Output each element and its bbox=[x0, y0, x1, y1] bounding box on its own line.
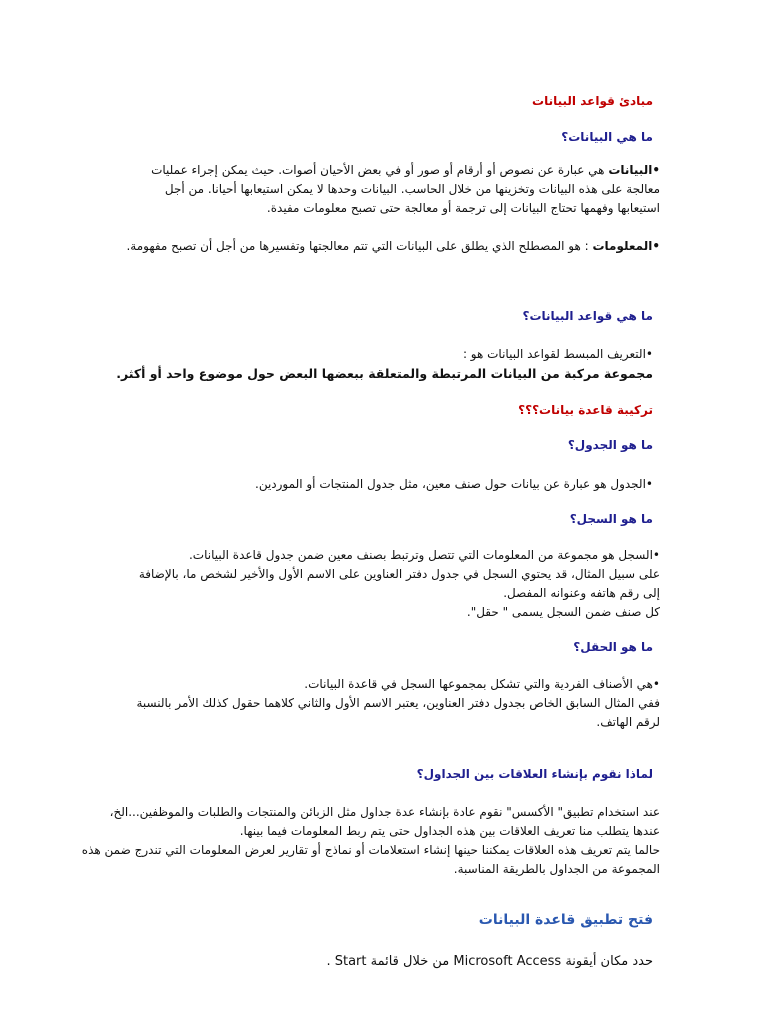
term-information: •المعلومات bbox=[592, 239, 660, 253]
record-definition bbox=[120, 546, 660, 622]
heading-what-is-data: ما هي البيانات؟ bbox=[561, 130, 653, 144]
paragraph-data-definition bbox=[120, 161, 660, 218]
record-line-2: على سبيل المثال، قد يحتوي السجل في جدول دفتر العناوين على الاسم الأول والأخير لشخص ما، بالإضافة إلى رقم هاتفه وعنوانه المفصل. bbox=[138, 567, 660, 600]
open-app-instruction: حدد مكان أيقونة Microsoft Access من خلال قائمة Start . bbox=[326, 954, 653, 969]
record-line-3: كل صنف ضمن السجل يسمى " حقل". bbox=[466, 605, 660, 619]
document-title: مبادئ قواعد البيانات bbox=[532, 94, 653, 108]
field-line-2: ففي المثال السابق الخاص بجدول دفتر العناوين، يعتبر الاسم الأول والثاني كلاهما حقول كذلك الأمر بالنسبة لرقم الهاتف. bbox=[136, 696, 660, 729]
relations-line-3: حالما يتم تعريف هذه العلاقات يمكننا حينها إنشاء استعلامات أو نماذج أو تقارير لعرض المعلومات التي تندرج ضمن هذه المجموعة من الجداول بالطريقة المناسبة. bbox=[81, 843, 660, 876]
term-data: •البيانات bbox=[608, 163, 660, 177]
paragraph-info-definition bbox=[120, 237, 660, 256]
heading-why-relations: لماذا نقوم بإنشاء العلاقات بين الجداول؟ bbox=[416, 767, 653, 781]
table-definition: •الجدول هو عبارة عن بيانات حول صنف معين، مثل جدول المنتجات أو الموردين. bbox=[255, 477, 653, 491]
field-definition bbox=[120, 675, 660, 732]
relations-text bbox=[80, 803, 660, 879]
heading-open-database-app: فتح تطبيق قاعدة البيانات bbox=[478, 912, 653, 928]
data-definition-text: هي عبارة عن نصوص أو أرقام أو صور أو في بعض الأحيان أصوات. حيث يمكن إجراء عمليات معالجة على هذه البيانات وتخزينها من خلال الحاسب. البيانات وحدها لا يمكن استيعابها أحيانا. من أجل استيعابها وفهمها تحتاج البيانات إلى ترجمة أو معالجة حتى تصبح معلومات مفيدة. bbox=[151, 163, 660, 215]
record-line-1: •السجل هو مجموعة من المعلومات التي تتصل وترتبط بصنف معين ضمن جدول قاعدة البيانات. bbox=[188, 548, 660, 562]
heading-what-is-field: ما هو الحقل؟ bbox=[573, 640, 653, 654]
field-line-1: •هي الأصناف الفردية والتي تشكل بمجموعها السجل في قاعدة البيانات. bbox=[304, 677, 660, 691]
heading-what-is-database: ما هي قواعد البيانات؟ bbox=[522, 309, 653, 323]
heading-what-is-table: ما هو الجدول؟ bbox=[567, 438, 653, 452]
database-definition-bold: مجموعة مركبة من البيانات المرتبطة والمتعلقة ببعضها البعض حول موضوع واحد أو أكثر. bbox=[116, 366, 653, 381]
relations-line-1: عند استخدام تطبيق" الأكسس" نقوم عادة بإنشاء عدة جداول مثل الزبائن والمنتجات والطلبات والموظفين...الخ، bbox=[109, 805, 660, 819]
database-definition-intro: •التعريف المبسط لقواعد البيانات هو : bbox=[462, 347, 653, 361]
relations-line-2: عندها يتطلب منا تعريف العلاقات بين هذه الجداول حتى يتم ربط المعلومات فيما بينها. bbox=[239, 824, 660, 838]
info-definition-text: : هو المصطلح الذي يطلق على البيانات التي تتم معالجتها وتفسيرها من أجل أن تصبح مفهومة. bbox=[126, 239, 593, 253]
heading-what-is-record: ما هو السجل؟ bbox=[569, 512, 653, 526]
heading-database-structure: تركيبة قاعدة بيانات؟؟؟ bbox=[518, 403, 653, 417]
